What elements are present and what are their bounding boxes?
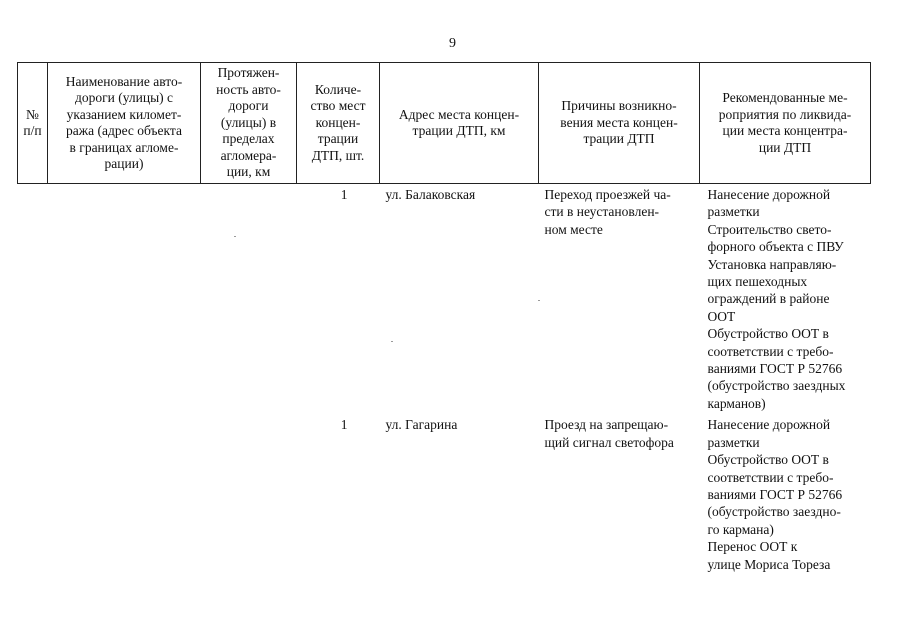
cell-address: ул. Гагарина: [385, 417, 458, 433]
cell-road-name: [48, 184, 201, 413]
scan-speck: [391, 341, 393, 342]
header-address: Адрес места концен- трации ДТП, км: [380, 63, 539, 184]
cell-causes: Переход проезжей ча- сти в неустановлен- ном месте: [544, 187, 671, 237]
cell-causes: Проезд на запрещаю- щий сигнал светофора: [544, 417, 674, 450]
cell-road-name: [48, 412, 201, 573]
cell-number: [18, 184, 48, 413]
header-row: [18, 63, 871, 184]
scan-speck: [538, 300, 540, 301]
page-number: 9: [449, 36, 456, 51]
table-row: [18, 184, 871, 413]
cell-places-count: 1: [340, 417, 348, 433]
cell-road-length: [201, 412, 297, 573]
header-places-count: Количе- ство мест концен- трации ДТП, шт.: [297, 63, 380, 184]
table-row: [18, 412, 871, 573]
dtp-concentration-table: [17, 62, 871, 573]
header-measures: Рекомендованные ме- роприятия по ликвида- ции места концентра- ции ДТП: [700, 63, 871, 184]
header-road-length: Протяжен- ность авто- дороги (улицы) в пределах агломера- ции, км: [201, 63, 297, 184]
cell-measures: Нанесение дорожной разметки Строительство свето- форного объекта с ПВУ Установка направляю- щих пешеходных ограждений в районе ООТ Обустройство ООТ в соответствии с требо- ваниями ГОСТ Р 52766 (обустройство заездных карманов): [707, 187, 846, 411]
header-causes: Причины возникно- вения места концен- трации ДТП: [539, 63, 700, 184]
cell-number: [18, 412, 48, 573]
header-road-name: Наименование авто- дороги (улицы) с указанием километ- ража (адрес объекта в границах агломе- рации): [48, 63, 201, 184]
cell-places-count: 1: [340, 187, 348, 202]
scan-speck: [234, 236, 236, 237]
header-number: № п/п: [18, 63, 48, 184]
cell-road-length: [201, 184, 297, 413]
cell-address: ул. Балаковская: [385, 187, 476, 202]
cell-measures: Нанесение дорожной разметки Обустройство ООТ в соответствии с требо- ваниями ГОСТ Р 52766 (обустройство заездно- го кармана) Перенос ООТ к улице Мориса Тореза: [707, 417, 843, 572]
